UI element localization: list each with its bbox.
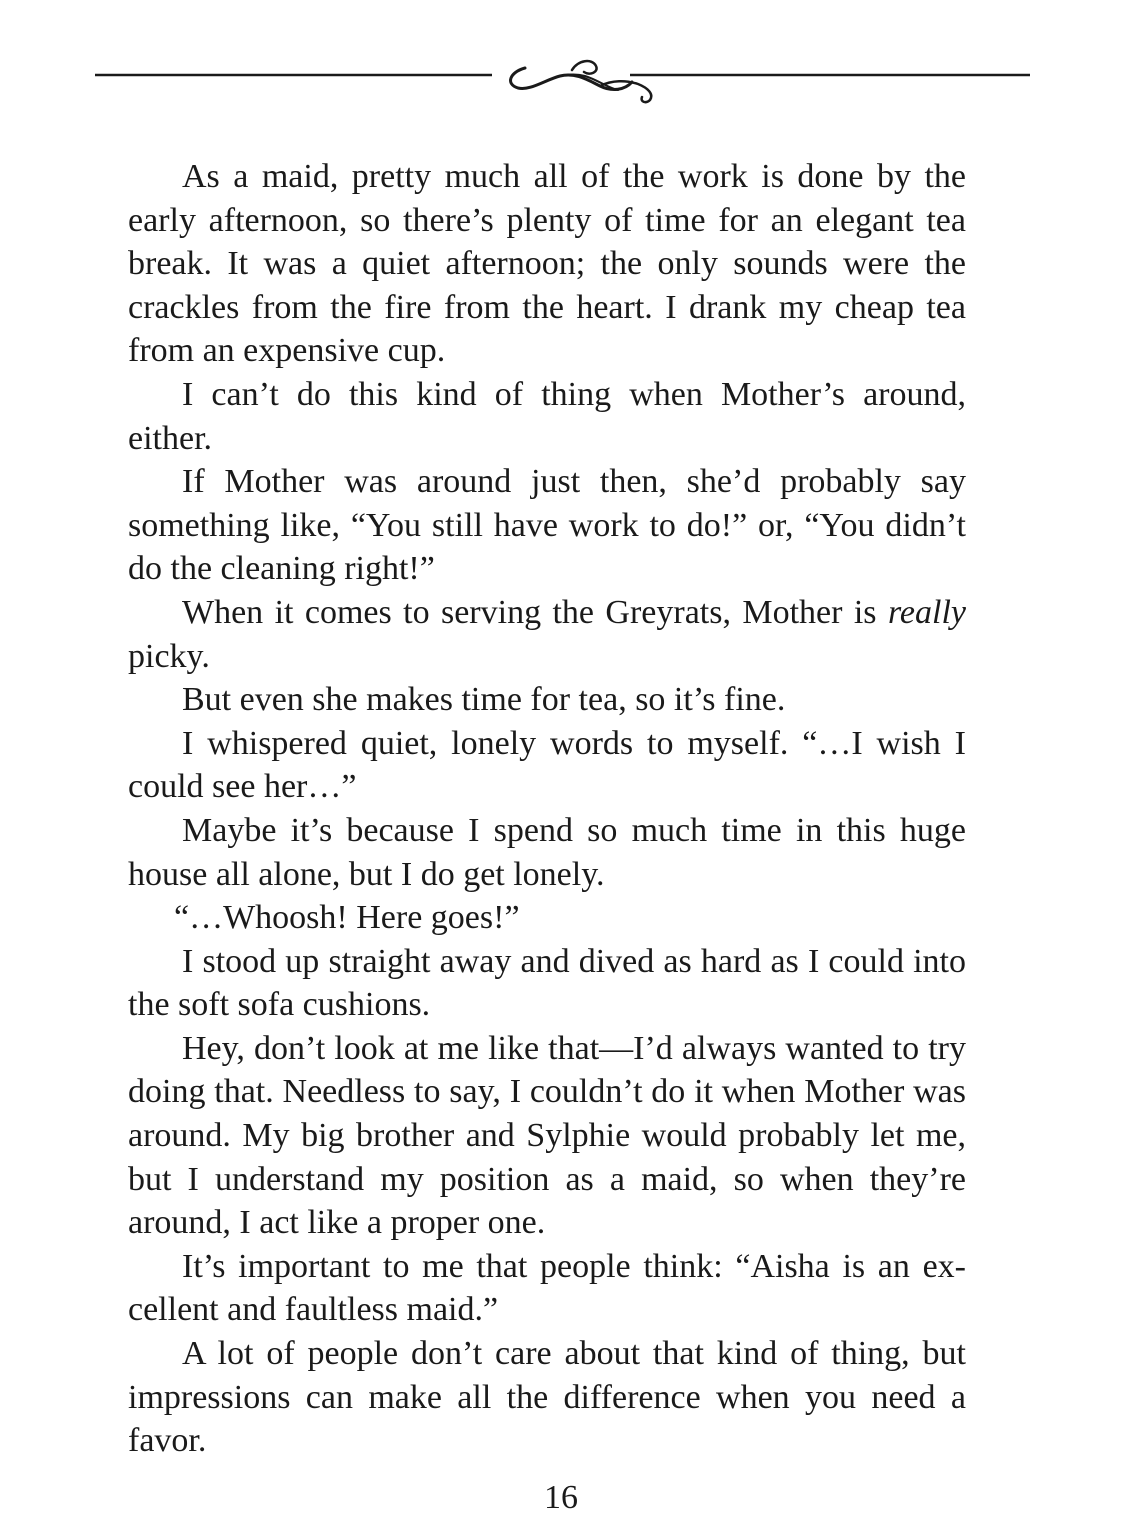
paragraph: I can’t do this kind of thing when Mother’s around, either. [128, 375, 966, 457]
paragraph: If Mother was around just then, she’d probably say something like, “You still have work to do!” or, “You didn’t do the cleaning right!” [128, 463, 966, 588]
paragraph: I stood up straight away and dived as hard as I could into the soft sofa cushions. [128, 942, 966, 1024]
flourish-icon [511, 61, 652, 102]
paragraph: I whispered quiet, lonely words to myself. “…I wish I could see her…” [128, 724, 966, 806]
paragraph-tail: picky. [128, 637, 210, 675]
paragraph [128, 591, 966, 678]
paragraph: A lot of people don’t care about that kind of thing, but impressions can make all the difference when you need a favor. [128, 1335, 966, 1460]
paragraph: “…Whoosh! Here goes!” [174, 899, 520, 937]
paragraph: Maybe it’s because I spend so much time in this huge house all alone, but I do get lonely. [128, 811, 966, 893]
header-ornament [0, 50, 1122, 110]
body-text [128, 155, 966, 1463]
paragraph: It’s important to me that people think: “Aisha is an excellent and faultless maid.” [128, 1247, 966, 1329]
paragraph: As a maid, pretty much all of the work is done by the early afternoon, so there’s plenty of time for an elegant tea break. It was a quiet afternoon; the only sounds were the crackles from the fire from the heart. I drank my cheap tea from an expensive cup. [128, 158, 966, 370]
paragraph: Hey, don’t look at me like that—I’d always wanted to try doing that. Needless to say, I couldn’t do it when Mother was around. My big brother and Sylphie would probably let me, but I understand my position as a maid, so when they’re around, I act like a proper one. [128, 1029, 966, 1242]
emphasis-text: really [887, 593, 966, 631]
page-number: 16 [544, 1479, 578, 1516]
paragraph: But even she makes time for tea, so it’s fine. [182, 681, 786, 719]
paragraph-text: When it comes to serving the Greyrats, Mother is [182, 593, 877, 631]
